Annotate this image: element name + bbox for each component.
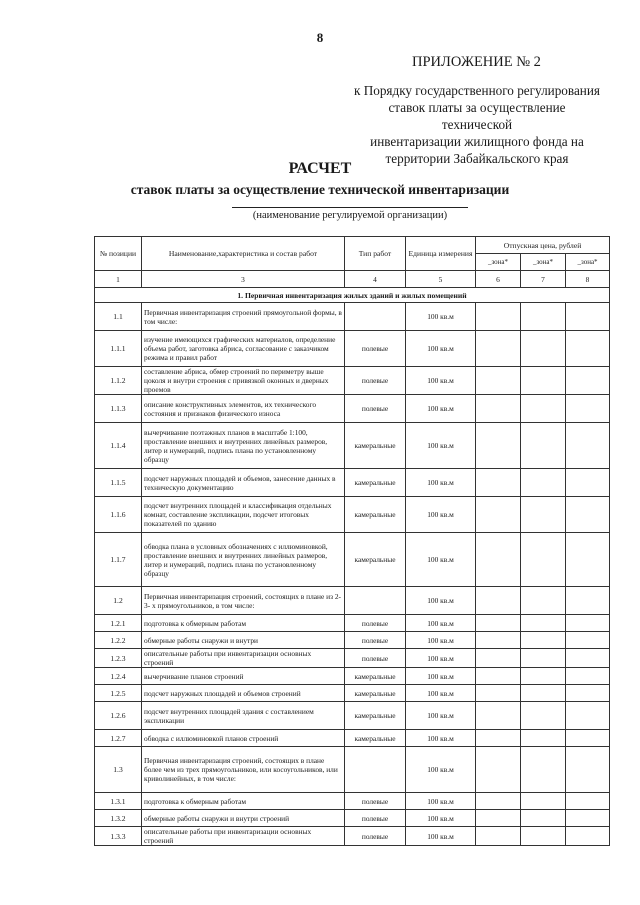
row-unit: 100 кв.м — [406, 702, 476, 730]
document-subtitle: ставок платы за осуществление технической инвентаризации — [130, 182, 510, 197]
row-position-number: 1.1.5 — [95, 469, 142, 497]
row-position-number: 1.1.2 — [95, 367, 142, 395]
row-position-number: 1.3.1 — [95, 793, 142, 810]
table-row — [95, 615, 610, 632]
row-unit: 100 кв.м — [406, 469, 476, 497]
section-row — [95, 288, 610, 303]
row-price-cell — [566, 793, 610, 810]
row-price-cell — [476, 395, 521, 423]
row-price-cell — [566, 615, 610, 632]
row-work-type: камеральные — [345, 533, 406, 587]
row-work-type — [345, 587, 406, 615]
row-work-name: обводка плана в условных обозначениях с иллюминовкой, проставление внешних и внутренних линейных размеров, литер и нумераций, подпись плана по установленному образцу — [142, 533, 345, 587]
row-price-cell — [476, 497, 521, 533]
calculation-table — [94, 236, 610, 846]
row-position-number: 1.3 — [95, 747, 142, 793]
row-work-name: обмерные работы снаружи и внутри строений — [142, 810, 345, 827]
row-position-number: 1.2.4 — [95, 668, 142, 685]
row-unit: 100 кв.м — [406, 395, 476, 423]
row-work-type: камеральные — [345, 685, 406, 702]
column-number: 7 — [521, 271, 566, 288]
row-unit: 100 кв.м — [406, 331, 476, 367]
row-unit: 100 кв.м — [406, 587, 476, 615]
row-work-type: камеральные — [345, 497, 406, 533]
appendix-title: ПРИЛОЖЕНИЕ № 2 — [412, 54, 541, 70]
row-price-cell — [566, 587, 610, 615]
row-unit: 100 кв.м — [406, 827, 476, 846]
header-work-type: Тип работ — [345, 237, 406, 271]
row-work-type: камеральные — [345, 730, 406, 747]
row-work-type: полевые — [345, 395, 406, 423]
row-price-cell — [566, 469, 610, 497]
row-unit: 100 кв.м — [406, 615, 476, 632]
row-price-cell — [476, 331, 521, 367]
row-price-cell — [566, 668, 610, 685]
row-price-cell — [476, 615, 521, 632]
row-work-name: обводка с иллюминовкой планов строений — [142, 730, 345, 747]
row-work-name: описательные работы при инвентаризации основных строений — [142, 649, 345, 668]
table-row — [95, 730, 610, 747]
row-unit: 100 кв.м — [406, 649, 476, 668]
table-row — [95, 649, 610, 668]
table-row — [95, 827, 610, 846]
column-number: 6 — [476, 271, 521, 288]
row-position-number: 1.2.7 — [95, 730, 142, 747]
row-price-cell — [476, 587, 521, 615]
row-position-number: 1.1.3 — [95, 395, 142, 423]
row-price-cell — [476, 793, 521, 810]
row-position-number: 1.2.1 — [95, 615, 142, 632]
row-unit: 100 кв.м — [406, 497, 476, 533]
document-title: РАСЧЕТ — [288, 160, 352, 177]
row-price-cell — [521, 632, 566, 649]
row-unit: 100 кв.м — [406, 747, 476, 793]
row-price-cell — [476, 367, 521, 395]
row-price-cell — [566, 533, 610, 587]
row-price-cell — [476, 632, 521, 649]
row-work-type: камеральные — [345, 423, 406, 469]
header-zone: _зона* — [521, 254, 566, 271]
row-price-cell — [521, 469, 566, 497]
page-number: 8 — [316, 30, 324, 45]
table-row — [95, 303, 610, 331]
table-row — [95, 533, 610, 587]
row-price-cell — [476, 747, 521, 793]
row-position-number: 1.3.3 — [95, 827, 142, 846]
row-work-type: камеральные — [345, 668, 406, 685]
row-unit: 100 кв.м — [406, 668, 476, 685]
row-work-type — [345, 303, 406, 331]
row-price-cell — [476, 649, 521, 668]
row-unit: 100 кв.м — [406, 730, 476, 747]
row-unit: 100 кв.м — [406, 533, 476, 587]
row-position-number: 1.1.7 — [95, 533, 142, 587]
table-row — [95, 367, 610, 395]
row-work-type — [345, 747, 406, 793]
section-title: 1. Первичная инвентаризация жилых зданий и жилых помещений — [95, 288, 610, 303]
column-number: 5 — [406, 271, 476, 288]
table-row — [95, 632, 610, 649]
row-price-cell — [566, 632, 610, 649]
row-unit: 100 кв.м — [406, 685, 476, 702]
row-price-cell — [521, 395, 566, 423]
row-price-cell — [476, 303, 521, 331]
row-price-cell — [476, 810, 521, 827]
row-work-type: полевые — [345, 810, 406, 827]
row-price-cell — [521, 615, 566, 632]
row-price-cell — [476, 423, 521, 469]
table-row — [95, 497, 610, 533]
row-price-cell — [521, 649, 566, 668]
row-work-type: камеральные — [345, 469, 406, 497]
row-price-cell — [566, 685, 610, 702]
row-price-cell — [521, 587, 566, 615]
row-price-cell — [521, 497, 566, 533]
row-unit: 100 кв.м — [406, 810, 476, 827]
table-row — [95, 331, 610, 367]
row-price-cell — [476, 685, 521, 702]
row-work-name: описание конструктивных элементов, их технического состояния и признаков физического износа — [142, 395, 345, 423]
row-price-cell — [566, 730, 610, 747]
row-price-cell — [521, 747, 566, 793]
row-price-cell — [521, 423, 566, 469]
row-position-number: 1.1.4 — [95, 423, 142, 469]
row-price-cell — [566, 331, 610, 367]
row-work-name: подсчет внутренних площадей и классификация отдельных комнат, составление экспликации, подсчет итоговых показателей по зданию — [142, 497, 345, 533]
row-price-cell — [521, 810, 566, 827]
column-number: 4 — [345, 271, 406, 288]
header-work-name: Наименование,характеристика и состав работ — [142, 237, 345, 271]
row-work-name: подсчет наружных площадей и объемов строений — [142, 685, 345, 702]
row-price-cell — [521, 367, 566, 395]
row-work-name: подсчет наружных площадей и объемов, занесение данных в техническую документацию — [142, 469, 345, 497]
row-work-name: вычерчивание поэтажных планов в масштабе 1:100, проставление внешних и внутренних линейных размеров, литер и нумераций, подпись плана по установленному образцу — [142, 423, 345, 469]
table-row — [95, 747, 610, 793]
row-position-number: 1.3.2 — [95, 810, 142, 827]
row-work-name: обмерные работы снаружи и внутри — [142, 632, 345, 649]
row-work-name: подготовка к обмерным работам — [142, 793, 345, 810]
row-price-cell — [566, 649, 610, 668]
table-row — [95, 587, 610, 615]
row-work-name: Первичная инвентаризация строений, состоящих в плане из 2-3- х прямоугольников, в том числе: — [142, 587, 345, 615]
row-price-cell — [521, 533, 566, 587]
row-price-cell — [476, 668, 521, 685]
row-position-number: 1.2.5 — [95, 685, 142, 702]
header-zone: _зона* — [566, 254, 610, 271]
row-price-cell — [566, 395, 610, 423]
table-row — [95, 702, 610, 730]
row-price-cell — [521, 685, 566, 702]
header-price: Отпускная цена, рублей — [476, 237, 610, 254]
row-unit: 100 кв.м — [406, 367, 476, 395]
row-work-type: полевые — [345, 632, 406, 649]
row-price-cell — [476, 469, 521, 497]
table-row — [95, 395, 610, 423]
row-position-number: 1.1.1 — [95, 331, 142, 367]
row-price-cell — [521, 730, 566, 747]
row-price-cell — [521, 827, 566, 846]
row-work-type: полевые — [345, 827, 406, 846]
row-position-number: 1.1.6 — [95, 497, 142, 533]
row-price-cell — [476, 533, 521, 587]
header-position-number: № позиции — [95, 237, 142, 271]
row-work-name: описательные работы при инвентаризации основных строений — [142, 827, 345, 846]
row-work-name: Первичная инвентаризация строений прямоугольной формы, в том числе: — [142, 303, 345, 331]
table-row — [95, 423, 610, 469]
row-price-cell — [566, 497, 610, 533]
row-price-cell — [566, 367, 610, 395]
row-work-name: Первичная инвентаризация строений, состоящих в плане более чем из трех прямоугольников, или косоугольников, или криволинейных, в том числе: — [142, 747, 345, 793]
row-price-cell — [566, 702, 610, 730]
table-row — [95, 793, 610, 810]
row-price-cell — [566, 423, 610, 469]
row-work-name: составление абриса, обмер строений по периметру выше цоколя и внутри строения с привязкой оконных и дверных проемов — [142, 367, 345, 395]
column-number: 3 — [142, 271, 345, 288]
row-price-cell — [566, 827, 610, 846]
row-work-name: подсчет внутренних площадей здания с составлением экспликации — [142, 702, 345, 730]
row-work-name: изучение имеющихся графических материалов, определение объема работ, заготовка абриса, согласование с заказчиком режима и правил работ — [142, 331, 345, 367]
row-unit: 100 кв.м — [406, 303, 476, 331]
row-position-number: 1.2.3 — [95, 649, 142, 668]
appendix-caption — [352, 82, 602, 167]
row-work-type: камеральные — [345, 702, 406, 730]
row-position-number: 1.2 — [95, 587, 142, 615]
header-zone: _зона* — [476, 254, 521, 271]
row-unit: 100 кв.м — [406, 632, 476, 649]
column-number: 8 — [566, 271, 610, 288]
row-work-type: полевые — [345, 649, 406, 668]
row-price-cell — [476, 827, 521, 846]
row-work-name: подготовка к обмерным работам — [142, 615, 345, 632]
row-work-name: вычерчивание планов строений — [142, 668, 345, 685]
row-work-type: полевые — [345, 331, 406, 367]
row-work-type: полевые — [345, 793, 406, 810]
row-price-cell — [476, 702, 521, 730]
header-unit: Единица измерения — [406, 237, 476, 271]
appendix-line: территории Забайкальского края — [385, 151, 569, 166]
row-price-cell — [521, 702, 566, 730]
row-unit: 100 кв.м — [406, 793, 476, 810]
appendix-line: инвентаризации жилищного фонда на — [370, 134, 584, 149]
row-work-type: полевые — [345, 615, 406, 632]
row-price-cell — [566, 303, 610, 331]
row-price-cell — [476, 730, 521, 747]
table-row — [95, 810, 610, 827]
row-unit: 100 кв.м — [406, 423, 476, 469]
table-row — [95, 469, 610, 497]
row-price-cell — [521, 793, 566, 810]
organization-name-line — [232, 207, 468, 208]
column-number: 1 — [95, 271, 142, 288]
table-row — [95, 668, 610, 685]
column-number-row — [95, 271, 610, 288]
row-position-number: 1.1 — [95, 303, 142, 331]
row-position-number: 1.2.2 — [95, 632, 142, 649]
appendix-line: ставок платы за осуществление технической — [388, 100, 566, 132]
row-position-number: 1.2.6 — [95, 702, 142, 730]
organization-caption: (наименование регулируемой организации) — [252, 210, 448, 221]
appendix-line: к Порядку государственного регулирования — [354, 83, 600, 98]
row-work-type: полевые — [345, 367, 406, 395]
table-row — [95, 685, 610, 702]
row-price-cell — [521, 668, 566, 685]
row-price-cell — [521, 303, 566, 331]
row-price-cell — [521, 331, 566, 367]
row-price-cell — [566, 810, 610, 827]
row-price-cell — [566, 747, 610, 793]
